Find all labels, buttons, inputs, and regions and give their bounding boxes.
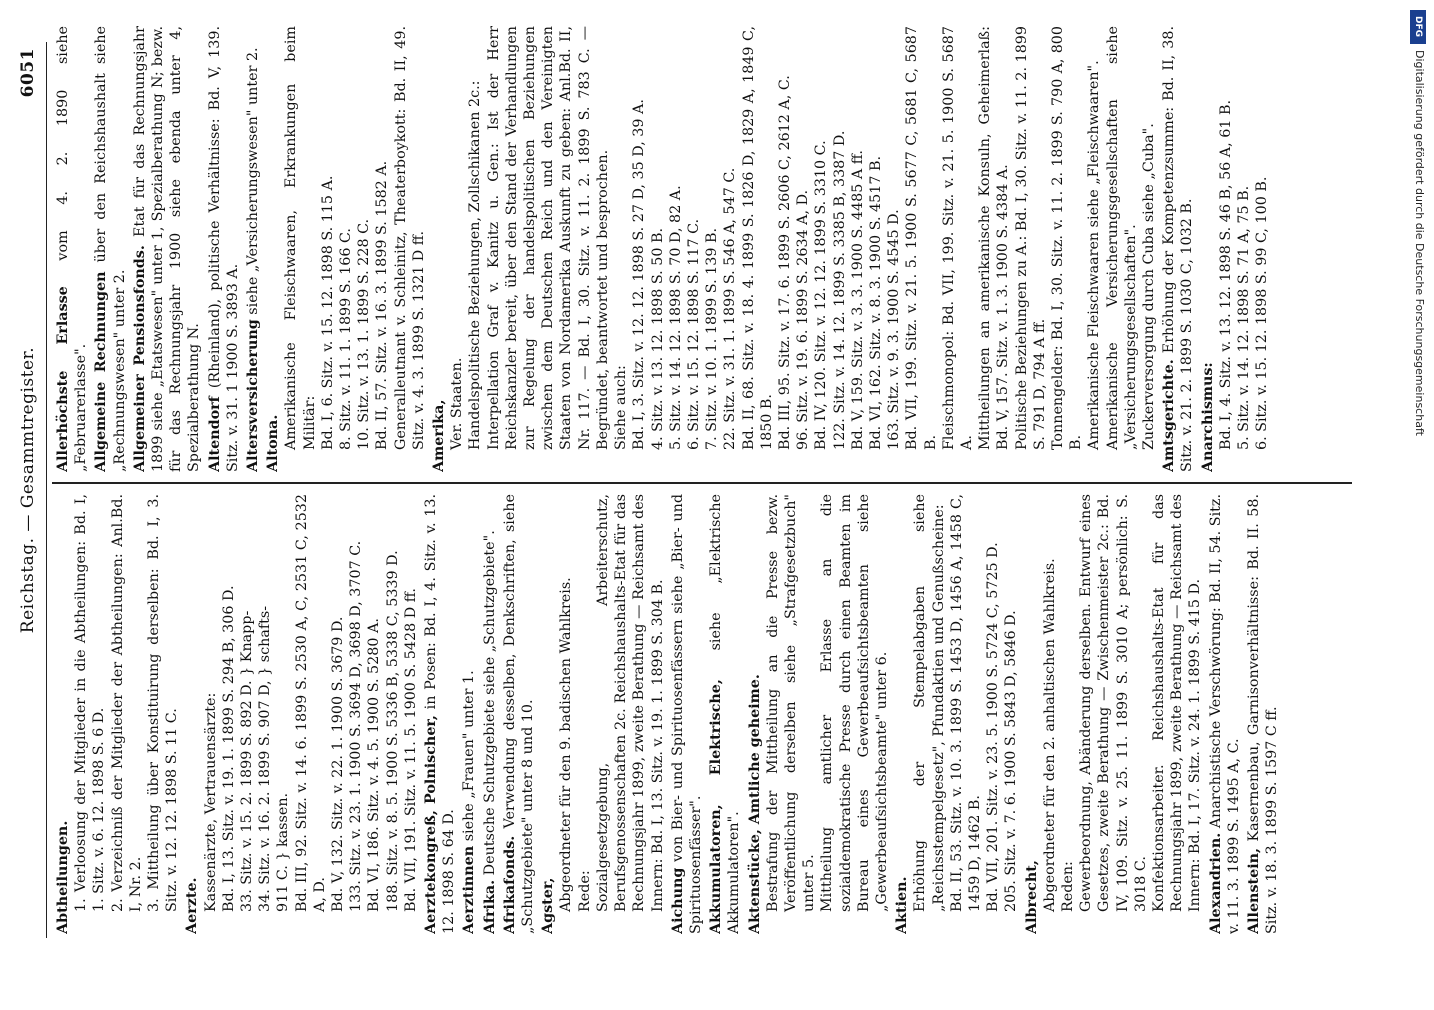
entry-line: 163. Sitz. v. 9. 3. 1900 S. 4545 D.	[886, 209, 903, 450]
register-entry	[183, 494, 420, 934]
register-entry	[669, 494, 705, 934]
entry-lemma: Amerika,	[431, 399, 448, 472]
entry-line: 34. Sitz. v. 16. 2. 1899 S. 907 D, } schafts-	[257, 605, 274, 912]
entry-line: Bd. I, 6. Sitz. v. 15. 12. 1898 S. 115 A.	[319, 175, 336, 450]
entry-lemma: Altendorf	[206, 396, 223, 472]
entry-line: 8. Sitz. v. 11. 1. 1899 S. 166 C.	[338, 228, 355, 450]
entry-line: Amerikanische Versicherungsgesellschaften siehe „Versicherungsgesellschaften".	[1104, 26, 1139, 450]
entry-line: Bd. VII, 199. Sitz. v. 21. 5. 1900 S. 5677 C, 5681 C, 5687 B.	[904, 26, 939, 450]
entry-line: Sozialgesetzgebung, Arbeiterschutz, Berufsgenossenschaften 2c. Reichshaushalts-Etat für das Rechnungsjahr 1899, zweite Berathung — Reichsamt des Innern: Bd. I, 13. Sitz. v. 19. 1. 1899 S. 304 B.	[594, 494, 666, 912]
column-divider	[52, 482, 1352, 484]
entry-line: 188. Sitz. v. 8. 5. 1900 S. 5336 B, 5338 C, 5339 D.	[384, 550, 401, 912]
running-head-title: Reichstag. — Gesammtregister.	[18, 346, 38, 634]
entry-line: 122. Sitz. v. 14. 12. 1899 S. 3385 B, 3387 D.	[831, 130, 848, 450]
entry-line: Anarchistische Verschwörung: Bd. II, 54. Sitz. v. 11. 3. 1899 S. 1495 A, C.	[1207, 494, 1242, 934]
entry-line: Kasernenbau, Garnisonverhältnisse: Bd. II. 58. Sitz. v. 18. 3. 1899 S. 1597 C ff.	[1246, 494, 1281, 934]
entry-line: Ver. Staaten.	[449, 357, 466, 450]
entry-line: von Bier- und Spirituosenfässern siehe „Bier- und Spirituosenfässer".	[669, 494, 704, 934]
entry-lemma: Aerztekongreß, Polnischer,	[423, 715, 440, 934]
entry-lemma: Alexandrien.	[1207, 832, 1224, 934]
register-entry	[539, 494, 666, 934]
entry-line: Bd. V, 159. Sitz. v. 3. 3. 1900 S. 4485 A ff.	[849, 150, 866, 450]
entry-line: Abgeordneter für den 2. anhaltischen Wahlkreis.	[1041, 558, 1058, 912]
entry-line: Bd. II, 57. Sitz. v. 16. 3. 1899 S. 1582 A.	[374, 160, 391, 450]
entry-line: 6. Sitz. v. 15. 12. 1898 S. 99 C, 100 B.	[1254, 176, 1271, 450]
entry-line: Bestrafung der Mittheilung an die Presse bezw. Veröffentlichung derselben siehe „Strafgesetzbuch" unter 5.	[764, 494, 818, 912]
entry-lemma: Afrikafonds.	[501, 835, 518, 934]
entry-line: Bd. VI, 186. Sitz. v. 4. 5. 1900 S. 5280 A.	[366, 618, 383, 912]
entry-line: 911 C. } kassen.	[275, 792, 292, 912]
entry-line: Bd. III, 95. Sitz. v. 17. 6. 1899 S. 2606 C, 2612 A, C.	[776, 75, 793, 450]
entry-lemma: Altona.	[265, 414, 282, 472]
entry-line: 3. Mittheilung über Konstituirung derselben: Bd. I, 3. Sitz. v. 12. 12. 1898 S. 11 C.	[146, 494, 181, 912]
register-entry	[746, 494, 892, 934]
entry-line: Gewerbeordnung, Abänderung derselben. Entwurf eines Gesetzes, zweite Berathung — Zwischenmeister 2c.: Bd. IV, 109. Sitz. v. 25. 11. 1899 S. 3010 A; persönlich: S. 3018 C.	[1078, 494, 1149, 912]
entry-line: 205. Sitz. v. 7. 6. 1900 S. 5843 D, 5846 D.	[1003, 610, 1020, 912]
entry-line: Politische Beziehungen zu A.: Bd. I, 30. Sitz. v. 11. 2. 1899 S. 791 D, 794 A ff.	[1013, 26, 1048, 450]
entry-line: 2. Verzeichniß der Mitglieder der Abtheilungen: Anl.Bd. I, Nr. 2.	[109, 494, 144, 912]
entry-line: Bd. VII, 191. Sitz. v. 11. 5. 1900 S. 5428 D ff.	[402, 588, 419, 912]
register-entry	[1199, 26, 1272, 472]
entry-line: Bd. IV, 120. Sitz. v. 12. 12. 1899 S. 3310 C.	[813, 140, 830, 450]
entry-lemma: Altersversicherung	[245, 319, 262, 472]
entry-line: Erhöhung der Kompetenzsumme: Bd. II, 38. Sitz. v. 21. 2. 1899 S. 1030 C, 1032 B.	[1161, 26, 1196, 472]
register-entry	[244, 26, 262, 472]
entry-line: 10. Sitz. v. 13. 1. 1899 S. 228 C.	[356, 218, 373, 450]
entry-lemma: Akkumulatoren, Elektrische,	[708, 679, 725, 934]
entry-line: Kassenärzte, Vertrauensärzte:	[202, 692, 219, 912]
entry-lemma: Allgemeiner Pensionsfonds.	[131, 245, 148, 472]
entry-line: Bd. I, 4. Sitz. v. 13. 12. 1898 S. 46 B, 56 A, 61 B.	[1217, 99, 1234, 450]
entry-line: in Posen: Bd. I, 4. Sitz. v. 13. 12. 1898 S. 64 D.	[423, 494, 458, 934]
entry-line: Bd. II, 53. Sitz. v. 10. 3. 1899 S. 1453 D, 1456 A, 1458 C, 1459 D, 1462 B.	[948, 494, 983, 912]
left-column	[54, 494, 1368, 934]
register-entry	[460, 494, 478, 934]
entry-lemma: Amtsgerichte.	[1161, 359, 1178, 472]
entry-line: 33. Sitz. v. 15. 2. 1899 S. 892 D. } Knapp-	[239, 610, 256, 912]
entry-lemma: Aerztinnen	[461, 845, 478, 934]
entry-lemma: Abtheilungen.	[55, 820, 71, 934]
entry-line: Abgeordneter für den 9. badischen Wahlkreis.	[558, 577, 575, 912]
register-entry	[206, 26, 242, 472]
entry-line: Bd. V, 132. Sitz. v. 22. 1. 1900 S. 3679 D.	[330, 616, 347, 912]
entry-line: Tonnengelder: Bd. I, 30. Sitz. v. 11. 2. 1899 S. 790 A, 800 B.	[1049, 26, 1085, 450]
entry-line: Amerikanische Fleischwaaren siehe „Fleischwaaren".	[1086, 60, 1103, 450]
entry-line: Reden:	[1059, 861, 1076, 912]
entry-lemma: Allgemeine Rechnungen	[93, 271, 110, 472]
entry-line: siehe „Versicherungswesen" unter 2.	[245, 47, 262, 320]
register-entry	[1023, 494, 1205, 934]
entry-lemma: Agster,	[540, 877, 557, 934]
entry-line: Bd. I, 3. Sitz. v. 12. 12. 1898 S. 27 D, 35 D, 39 A.	[631, 99, 648, 450]
register-entry	[131, 26, 204, 472]
register-entry	[707, 494, 743, 934]
register-entry	[1207, 494, 1243, 934]
register-entry	[54, 494, 181, 934]
entry-line: Amerikanische Fleischwaaren, Erkrankungen beim Militär:	[283, 26, 318, 450]
entry-lemma: Afrika.	[481, 879, 498, 934]
right-column	[54, 26, 1368, 472]
entry-line: Erhöhung der Stempelabgaben siehe „Reichsstempelgesetz", Pfundaktien und Genußscheine:	[912, 494, 947, 912]
register-entry	[481, 494, 499, 934]
entry-lemma: Aktien.	[894, 876, 911, 934]
entry-line: Bd. II, 68. Sitz. v. 18. 4. 1899 S. 1826 D, 1829 A, 1849 C, 1850 B.	[740, 26, 775, 450]
entry-line: 7. Sitz. v. 10. 1. 1899 S. 139 B.	[704, 227, 721, 450]
entry-lemma: Allenstein,	[1246, 848, 1262, 934]
entry-lemma: Anarchismus:	[1199, 362, 1216, 472]
entry-line: Deutsche Schutzgebiete siehe „Schutzgebiete".	[481, 530, 498, 880]
register-entry	[264, 26, 428, 472]
entry-line: 96. Sitz. v. 19. 6. 1899 S. 2634 A, D.	[795, 189, 812, 450]
running-head	[18, 42, 42, 938]
entry-line: 22. Sitz. v. 31. 1. 1899 S. 546 A, 547 C.	[722, 167, 739, 450]
entry-line: Bd. VI, 162. Sitz. v. 8. 3. 1900 S. 4517 B.	[867, 155, 884, 450]
header-rule	[46, 42, 47, 938]
entry-line: Generalleutnant v. Schleinitz, Theaterboykott: Bd. II, 49. Sitz. v. 4. 3. 1899 S. 1321 D ff.	[392, 26, 427, 450]
dfg-logo: DFG	[1410, 10, 1426, 44]
entry-line: Verwendung desselben, Denkschriften, siehe „Schutzgebiete" unter 8 und 10.	[501, 494, 537, 934]
page-number: 6051	[18, 48, 38, 98]
dfg-stamp	[1408, 10, 1432, 990]
register-entry	[422, 494, 458, 934]
entry-line: 6. Sitz. v. 15. 12. 1898 S. 117 C.	[685, 218, 702, 450]
entry-line: Etat für das Rechnungsjahr 1899 siehe „Etatswesen" unter 1, Spezialberathung N; bezw. für das Rechnungsjahr 1900 siehe ebenda unter 4, Spezialberathung N.	[131, 26, 203, 472]
entry-lemma: Aerzte.	[184, 877, 201, 934]
register-entry	[1245, 494, 1281, 934]
entry-line: (Rheinland), politische Verhältnisse: Bd. V, 139. Sitz. v. 31. 1 1900 S. 3893 A.	[206, 26, 241, 472]
entry-line: Zuckerversorgung durch Cuba siehe „Cuba".	[1140, 123, 1157, 450]
entry-line: Siehe auch:	[613, 365, 630, 450]
entry-line: siehe „Elektrische Akkumulatoren".	[708, 494, 743, 934]
entry-lemma: Aktenstücke, Amtliche geheime.	[746, 674, 763, 934]
entry-line: Bd. III, 92. Sitz. v. 14. 6. 1899 S. 2530 A, C, 2531 C, 2532 A, D.	[293, 494, 328, 912]
entry-line: vom 4. 2. 1890 siehe „Februarerlasse".	[55, 26, 90, 472]
entry-line: 5. Sitz. v. 14. 12. 1898 S. 70 D, 82 A.	[667, 185, 684, 450]
register-entry	[430, 26, 1158, 472]
entry-lemma: Albrecht,	[1023, 860, 1040, 934]
entry-line: Bd. VII, 201. Sitz. v. 23. 5. 1900 S. 5724 C, 5725 D.	[985, 542, 1002, 912]
entry-line: 133. Sitz. v. 23. 1. 1900 S. 3694 D, 3698 D, 3707 C.	[348, 540, 365, 912]
dfg-stamp-text: Digitalisierung gefördert durch die Deutsche Forschungsgemeinschaft	[1413, 50, 1426, 436]
entry-line: 4. Sitz. v. 13. 12. 1898 S. 50 B.	[649, 227, 666, 450]
entry-line: über den Reichshaushalt siehe „Rechnungswesen" unter 2.	[93, 26, 128, 472]
entry-line: 5. Sitz. v. 14. 12. 1898 S. 71 A, 75 B.	[1236, 185, 1252, 450]
entry-line: Konfektionsarbeiter. Reichshaushalts-Etat für das Rechnungsjahr 1899, zweite Berathung — Reichsamt des Innern: Bd. I, 17. Sitz. v. 24. 1. 1899 S. 415 D.	[1150, 494, 1204, 912]
register-entry	[501, 494, 537, 934]
entry-line: Fleischmonopol: Bd. VII, 199. Sitz. v. 21. 5. 1900 S. 5687 A.	[940, 26, 975, 450]
entry-line: Mittheilung amtlicher Erlasse an die sozialdemokratische Presse durch einen Beamten im Bureau eines Gewerbeaufsichtsbeamten siehe „Gewerbeaufsichtsbeamte" unter 6.	[819, 494, 890, 912]
register-page	[0, 14, 1392, 994]
register-entry	[893, 494, 1020, 934]
register-entry	[54, 26, 90, 472]
entry-line: Rede:	[576, 870, 593, 912]
entry-line: Mittheilungen an amerikanische Konsuln, Geheimerlaß: Bd. V, 157. Sitz. v. 1. 3. 1900 S. 4384 A.	[977, 26, 1012, 450]
register-entry	[1160, 26, 1196, 472]
entry-line: Bd. I, 13. Sitz. v. 19. 1. 1899 S. 294 B, 306 D.	[220, 585, 237, 912]
entry-lemma: Allerhöchste Erlasse	[55, 286, 71, 472]
entry-line: 1. Verloosung der Mitglieder in die Abtheilungen: Bd. I, 1. Sitz. v. 6. 12. 1898 S. 6 D.	[73, 494, 108, 912]
entry-lemma: Aichung	[669, 867, 686, 934]
entry-line: Interpellation Graf v. Kanitz u. Gen.: Ist der Herr Reichskanzler bereit, über den Stand der Verhandlungen zur Regelung der handelspolitischen Beziehungen zwischen dem Deutschen Reich und den Vereinigten Staaten von Nordamerika Auskunft zu geben: Anl.Bd. II, Nr. 117. — Bd. I, 30. Sitz. v. 11. 2. 1899 S. 783 C. — Begründet, beantwortet und besprochen.	[485, 26, 611, 450]
entry-line: siehe „Frauen" unter 1.	[461, 670, 478, 846]
register-entry	[92, 26, 128, 472]
entry-line: Handelspolitische Beziehungen, Zollschikanen 2c.:	[467, 80, 484, 450]
